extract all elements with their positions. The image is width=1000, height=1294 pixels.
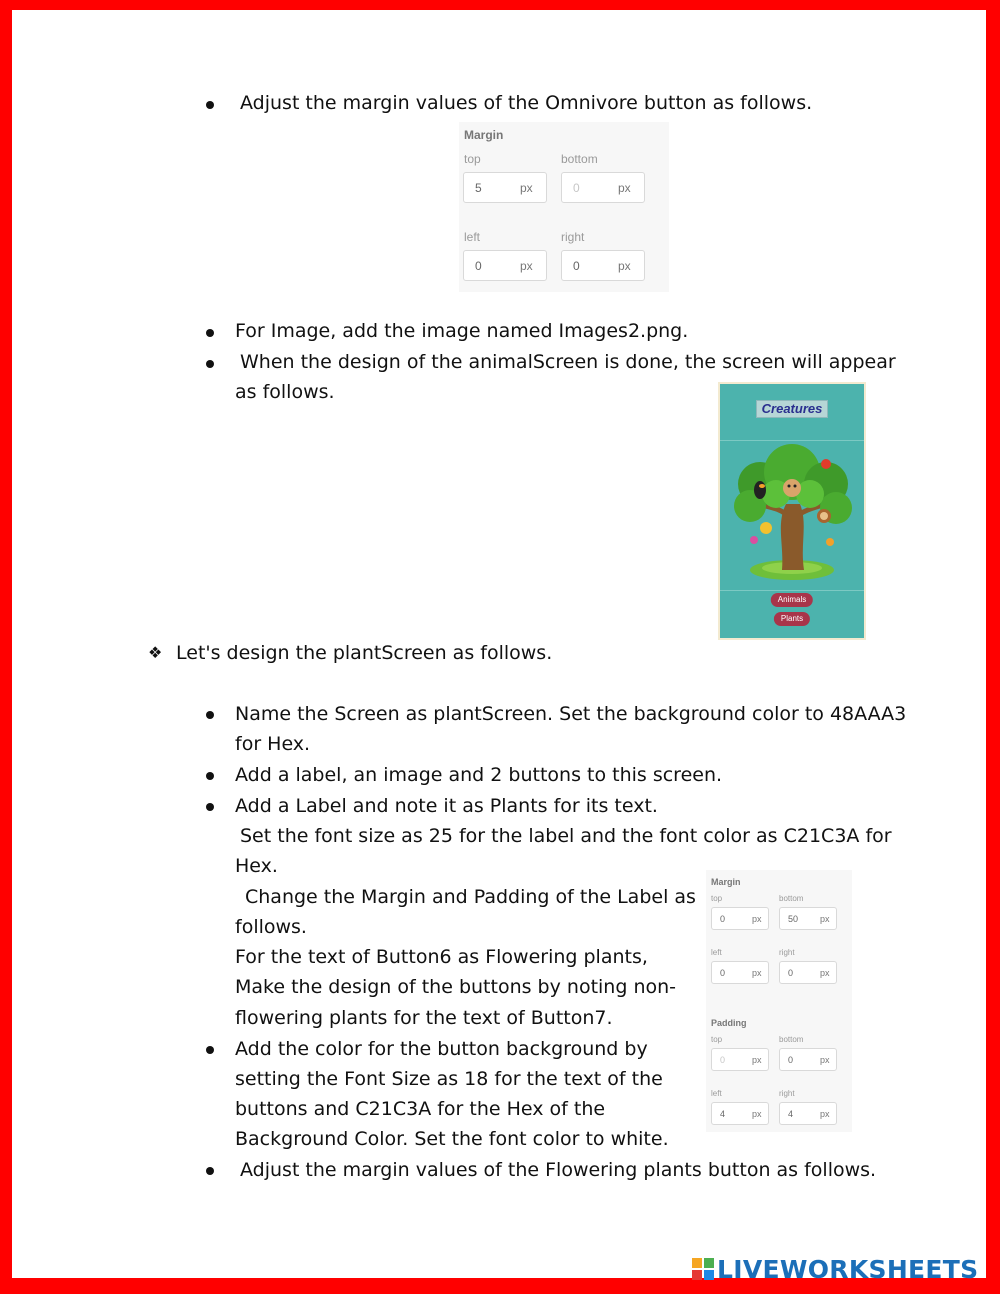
padding-title: Padding: [711, 1018, 747, 1028]
label-instruction-line2: Set the font size as 25 for the label and the font color as C21C3A for: [240, 825, 892, 847]
animal-screen-instruction-line2: as follows.: [235, 381, 335, 403]
label-instruction-line4: Change the Margin and Padding of the Label as: [245, 886, 696, 908]
plant-screen-heading: Let's design the plantScreen as follows.: [176, 642, 553, 664]
margin-top-field[interactable]: 0 px: [711, 907, 769, 930]
creatures-label: Creatures: [756, 400, 828, 418]
divider: [720, 590, 864, 591]
bullet-dot: [206, 360, 214, 368]
margin-top-field[interactable]: 5 px: [463, 172, 547, 203]
margin-bottom-field[interactable]: 0 px: [561, 172, 645, 203]
label-instruction-line3: Hex.: [235, 855, 278, 877]
button-color-line2: setting the Font Size as 18 for the text of the: [235, 1068, 663, 1090]
bullet-dot: [206, 711, 214, 719]
padding-top-field[interactable]: 0 px: [711, 1048, 769, 1071]
label-instruction-line5: follows.: [235, 916, 307, 938]
bullet-dot: [206, 101, 214, 109]
omnivore-margin-instruction: Adjust the margin values of the Omnivore button as follows.: [240, 92, 813, 114]
flowering-margin-instruction: Adjust the margin values of the Flowering plants button as follows.: [240, 1159, 877, 1181]
button-color-line1: Add the color for the button background by: [235, 1038, 648, 1060]
left-label: left: [464, 230, 481, 244]
tree-animals-illustration: [720, 444, 864, 584]
button-color-line4: Background Color. Set the font color to white.: [235, 1128, 669, 1150]
label-instruction-line8: flowering plants for the text of Button7.: [235, 1007, 613, 1029]
name-screen-line1: Name the Screen as plantScreen. Set the background color to 48AAA3: [235, 703, 907, 725]
margin-bottom-field[interactable]: 50 px: [779, 907, 837, 930]
liveworksheets-logo: [692, 1256, 978, 1282]
padding-bottom-field[interactable]: 0 px: [779, 1048, 837, 1071]
logo-squares-icon: [692, 1258, 714, 1280]
bullet-dot: [206, 803, 214, 811]
margin-title: Margin: [711, 877, 741, 887]
margin-right-field[interactable]: 0 px: [561, 250, 645, 281]
label-instruction-line6: For the text of Button6 as Flowering plants,: [235, 946, 648, 968]
button-color-line3: buttons and C21C3A for the Hex of the: [235, 1098, 606, 1120]
margin-right-field[interactable]: 0 px: [779, 961, 837, 984]
bottom-label: bottom: [561, 152, 598, 166]
margin-settings-panel: [459, 122, 669, 292]
logo-text: LIVEWORKSHEETS: [717, 1254, 979, 1284]
bullet-dot: [206, 1046, 214, 1054]
top-label: top: [464, 152, 481, 166]
plants-button[interactable]: Plants: [774, 612, 810, 626]
animals-button[interactable]: Animals: [771, 593, 813, 607]
name-screen-line2: for Hex.: [235, 733, 311, 755]
divider: [720, 440, 864, 441]
bullet-dot: [206, 329, 214, 337]
bullet-dot: [206, 1167, 214, 1175]
image-instruction: For Image, add the image named Images2.png.: [235, 320, 689, 342]
diamond-bullet-icon: ❖: [148, 643, 163, 662]
bullet-dot: [206, 772, 214, 780]
margin-left-field[interactable]: 0 px: [711, 961, 769, 984]
label-instruction-line7: Make the design of the buttons by noting non-: [235, 976, 677, 998]
margin-title: Margin: [464, 128, 504, 142]
padding-right-field[interactable]: 4 px: [779, 1102, 837, 1125]
add-components-instruction: Add a label, an image and 2 buttons to this screen.: [235, 764, 723, 786]
margin-left-field[interactable]: 0 px: [463, 250, 547, 281]
margin-padding-panel: Margin top bottom 0 px 50 px left right 0 px 0 px Padding top bottom 0 px 0 px left right 4 px 4 px: [706, 870, 852, 1132]
animal-screen-preview: [718, 382, 866, 640]
right-label: right: [561, 230, 585, 244]
padding-left-field[interactable]: 4 px: [711, 1102, 769, 1125]
animal-screen-instruction-line1: When the design of the animalScreen is done, the screen will appear: [240, 351, 896, 373]
label-instruction-line1: Add a Label and note it as Plants for its text.: [235, 795, 658, 817]
